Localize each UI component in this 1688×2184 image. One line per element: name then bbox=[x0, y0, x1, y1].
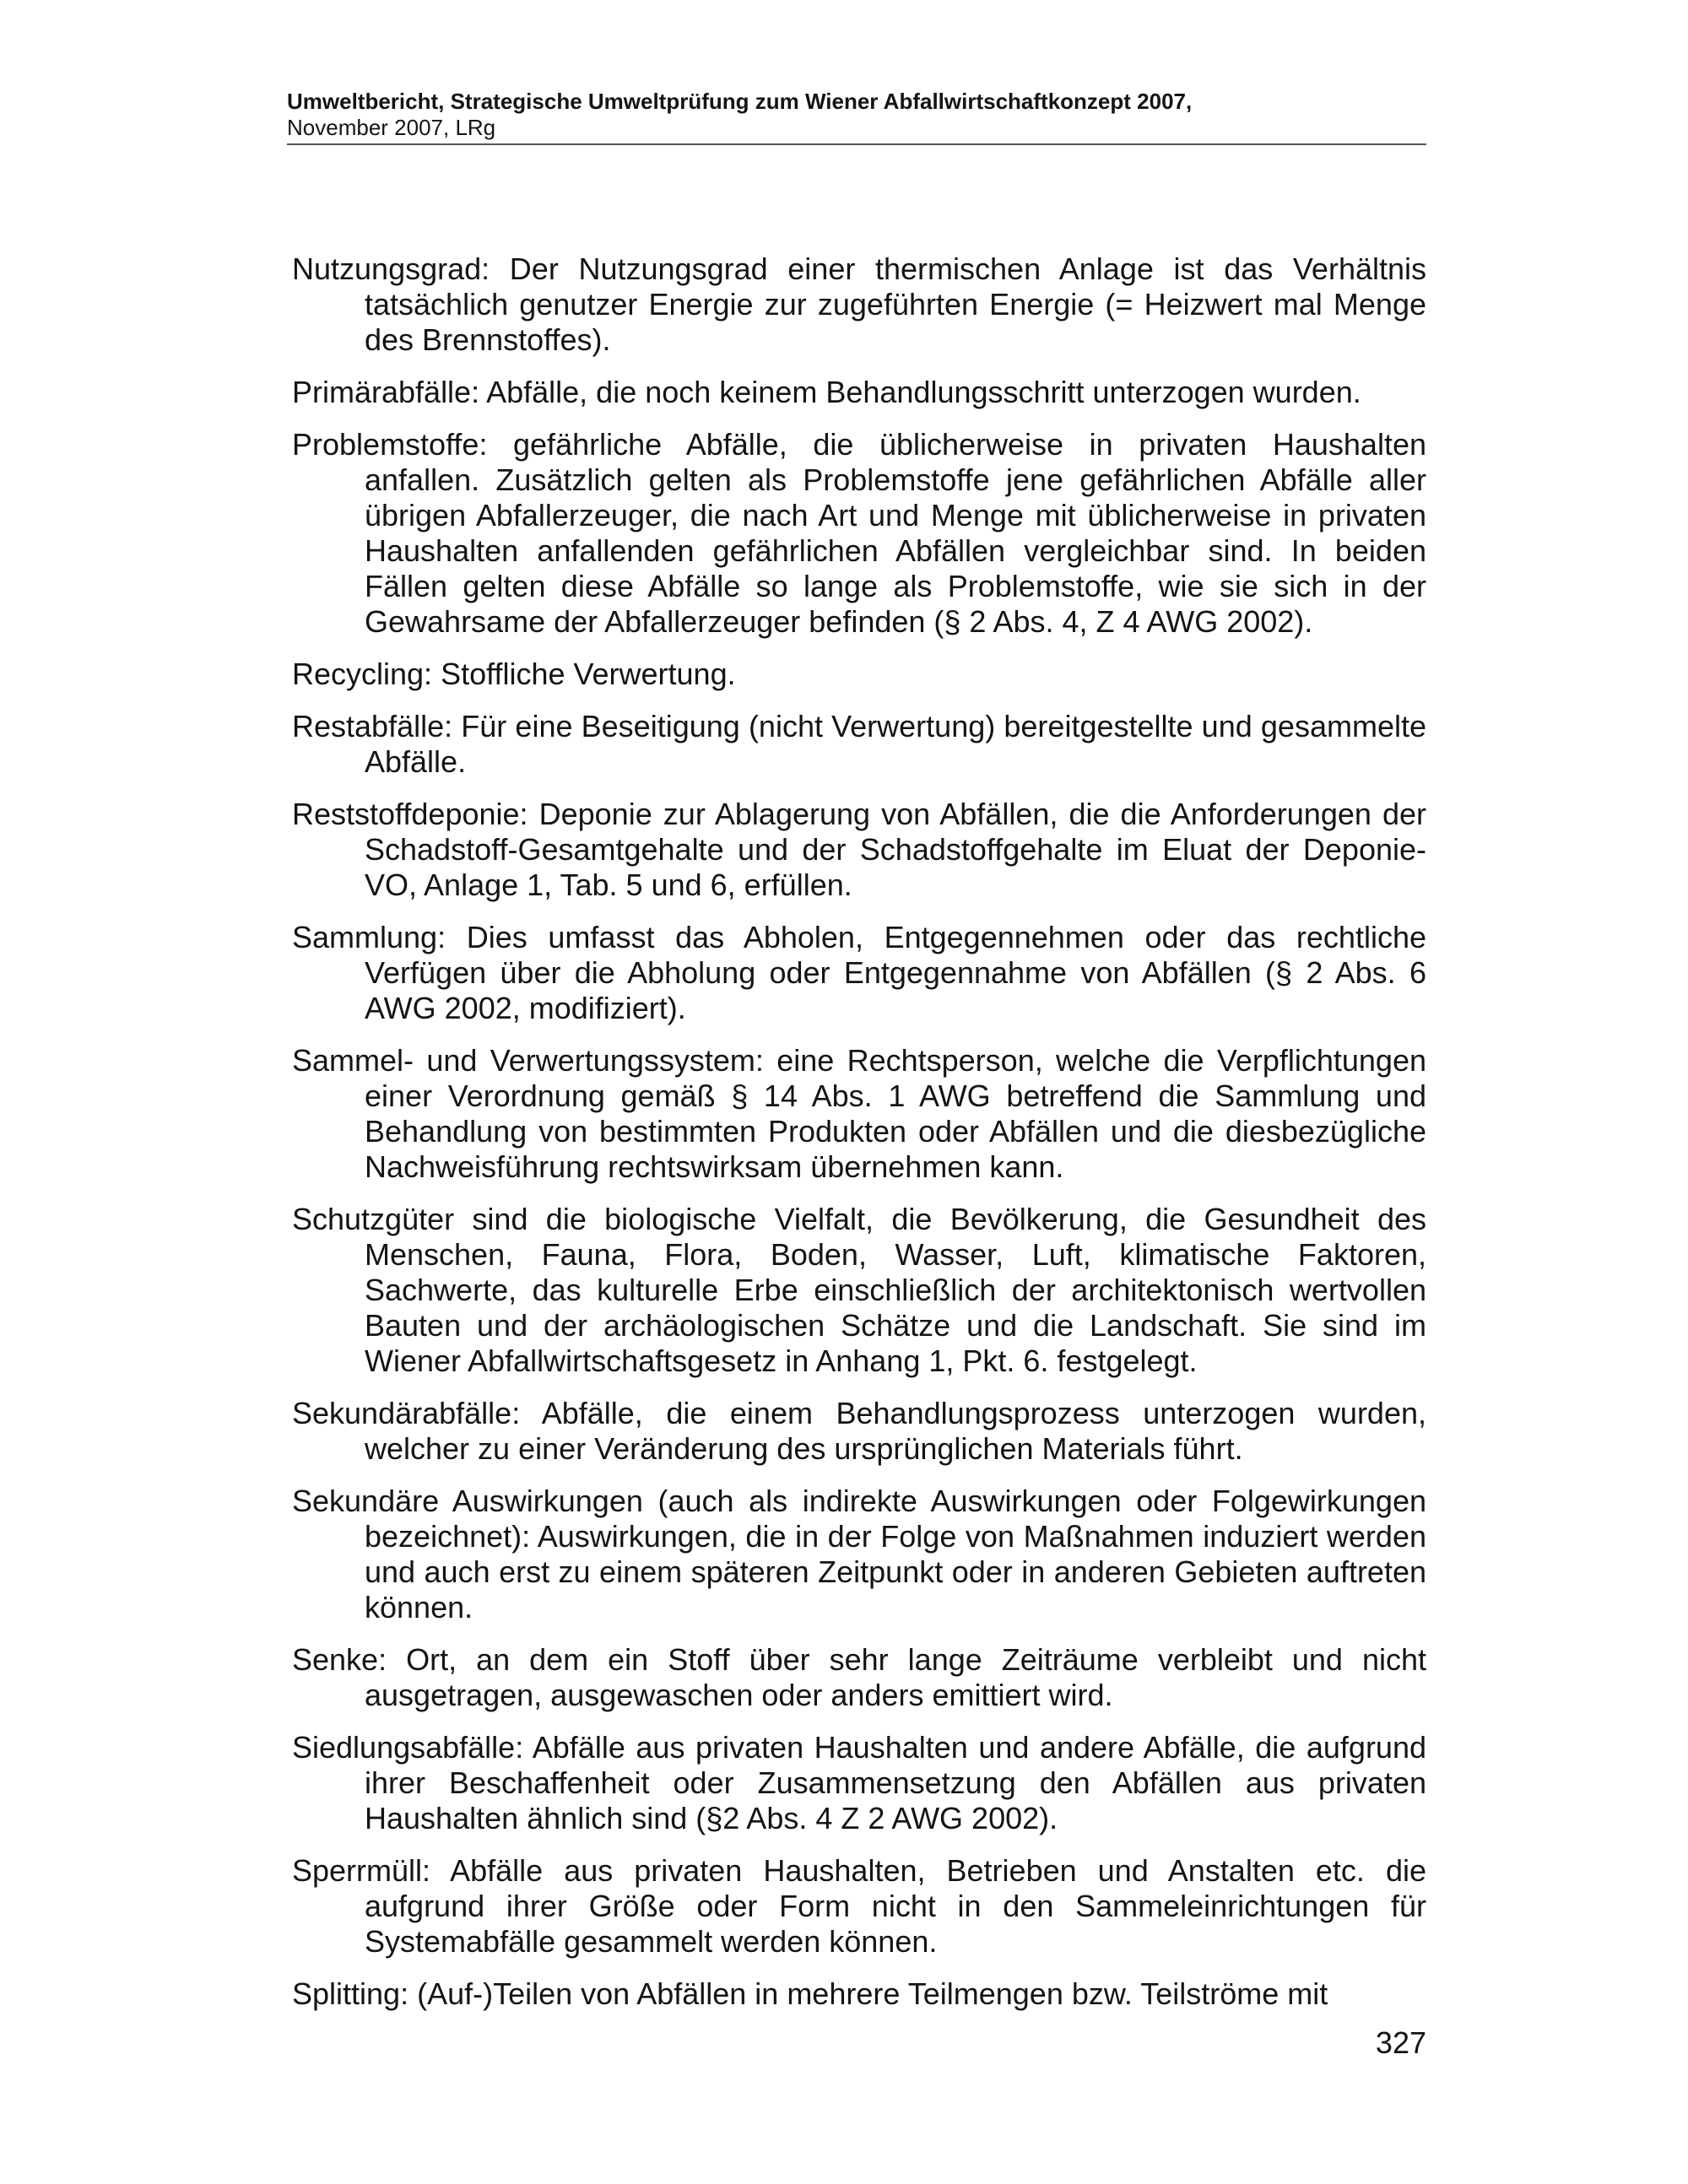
glossary-entry-primaerabfaelle: Primärabfälle: Abfälle, die noch keinem Behandlungsschritt unterzogen wurden. bbox=[292, 375, 1361, 409]
glossary-entry-reststoffdeponie: Reststoffdeponie: Deponie zur Ablagerung von Abfällen, die die Anforderungen der Schadstoff-Gesamtgehalte und der Schadstoffgehalte im Eluat der Deponie-VO, Anlage 1, Tab. 5 und 6, erfüllen. bbox=[292, 797, 1426, 902]
glossary-entry-nutzungsgrad: Nutzungsgrad: Der Nutzungsgrad einer thermischen Anlage ist das Verhältnis tatsächlich genutzer Energie zur zugeführten Energie (= Heizwert mal Menge des Brennstoffes). bbox=[292, 251, 1426, 357]
page-number: 327 bbox=[1375, 2025, 1426, 2060]
glossary-entry-schutzgueter: Schutzgüter sind die biologische Vielfalt, die Bevölkerung, die Gesundheit des Menschen, Fauna, Flora, Boden, Wasser, Luft, klimatische Faktoren, Sachwerte, das kulturelle Erbe einschließlich der architektonisch wertvollen Bauten und der archäologischen Schätze und die Landschaft. Sie sind im Wiener Abfallwirtschaftsgesetz in Anhang 1, Pkt. 6. festgelegt. bbox=[292, 1202, 1426, 1378]
glossary-entry-sperrmuell: Sperrmüll: Abfälle aus privaten Haushalten, Betrieben und Anstalten etc. die aufgrund ihrer Größe oder Form nicht in den Sammeleinrichtungen für Systemabfälle gesammelt werden können. bbox=[292, 1853, 1426, 1959]
glossary-body bbox=[292, 251, 1426, 2029]
glossary-entry-recycling: Recycling: Stoffliche Verwertung. bbox=[292, 657, 736, 691]
glossary-entry-sekundaerabfaelle: Sekundärabfälle: Abfälle, die einem Behandlungsprozess unterzogen wurden, welcher zu einer Veränderung des ursprünglichen Materials führt. bbox=[292, 1396, 1426, 1466]
header-title: Umweltbericht, Strategische Umweltprüfung zum Wiener Abfallwirtschaftkonzept 2007, bbox=[287, 89, 1193, 114]
glossary-entry-senke: Senke: Ort, an dem ein Stoff über sehr lange Zeiträume verbleibt und nicht ausgetragen, ausgewaschen oder anders emittiert wird. bbox=[292, 1642, 1426, 1712]
glossary-entry-splitting: Splitting: (Auf-)Teilen von Abfällen in mehrere Teilmengen bzw. Teilströme mit bbox=[292, 1976, 1328, 2011]
glossary-entry-problemstoffe: Problemstoffe: gefährliche Abfälle, die üblicherweise in privaten Haushalten anfallen. Zusätzlich gelten als Problemstoffe jene gefährlichen Abfälle aller übrigen Abfallerzeuger, die nach Art und Menge mit üblicherweise in privaten Haushalten anfallenden gefährlichen Abfällen vergleichbar sind. In beiden Fällen gelten diese Abfälle so lange als Problemstoffe, wie sie sich in der Gewahrsame der Abfallerzeuger befinden (§ 2 Abs. 4, Z 4 AWG 2002). bbox=[292, 427, 1426, 639]
running-header bbox=[287, 88, 1426, 145]
glossary-entry-restabfaelle: Restabfälle: Für eine Beseitigung (nicht Verwertung) bereitgestellte und gesammelte Abfälle. bbox=[292, 709, 1426, 779]
glossary-entry-siedlungsabfaelle: Siedlungsabfälle: Abfälle aus privaten Haushalten und andere Abfälle, die aufgrund ihrer Beschaffenheit oder Zusammensetzung den Abfällen aus privaten Haushalten ähnlich sind (§2 Abs. 4 Z 2 AWG 2002). bbox=[292, 1730, 1426, 1835]
glossary-entry-sekundaere-auswirkungen: Sekundäre Auswirkungen (auch als indirekte Auswirkungen oder Folgewirkungen bezeichnet): Auswirkungen, die in der Folge von Maßnahmen induziert werden und auch erst zu einem späteren Zeitpunkt oder in anderen Gebieten auftreten können. bbox=[292, 1484, 1426, 1624]
glossary-entry-sammlung: Sammlung: Dies umfasst das Abholen, Entgegennehmen oder das rechtliche Verfügen über die Abholung oder Entgegennahme von Abfällen (§ 2 Abs. 6 AWG 2002, modifiziert). bbox=[292, 920, 1426, 1025]
glossary-entry-sammel-verwertungssystem: Sammel- und Verwertungssystem: eine Rechtsperson, welche die Verpflichtungen einer Verordnung gemäß § 14 Abs. 1 AWG betreffend die Sammlung und Behandlung von bestimmten Produkten oder Abfällen und die diesbezügliche Nachweisführung rechtswirksam übernehmen kann. bbox=[292, 1043, 1426, 1184]
header-subtitle: November 2007, LRg bbox=[287, 115, 496, 140]
